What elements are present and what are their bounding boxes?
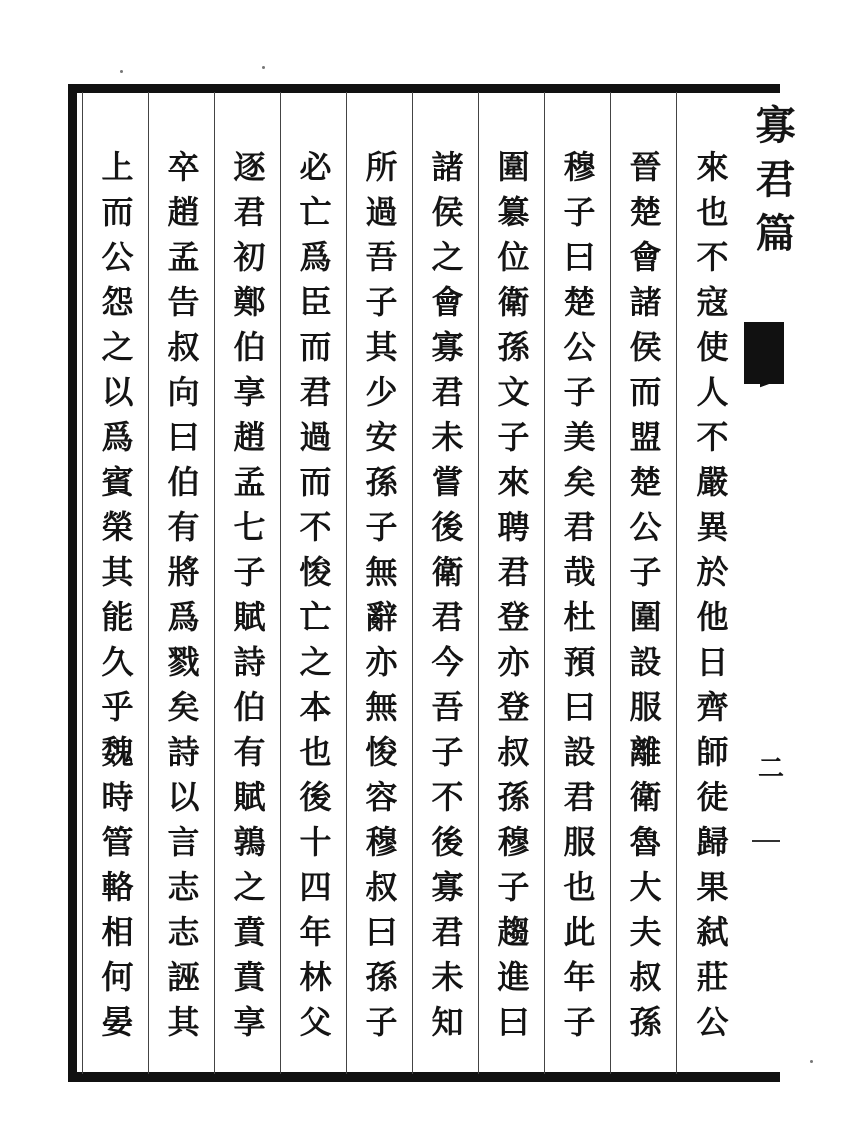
text-column-5 [412,92,478,1074]
paper-speck [262,66,265,69]
text-column-8 [214,92,280,1074]
column-text: 晉楚會諸侯而盟楚公子圍設服離衛魯大夫叔孫 [624,150,663,1050]
column-text: 上而公怨之以爲賓榮其能久乎魏時管輅相何晏 [96,150,135,1050]
paper-speck [120,70,123,73]
fish-tail-mark-edge [760,378,784,392]
page-number: 二 [758,754,785,784]
column-text: 圍簒位衛孫文子來聘君登亦登叔孫穆子趨進曰 [492,150,531,1050]
text-column-4 [478,92,544,1074]
column-text: 來也不寇使人不嚴異於他日齊師徒歸果弑莊公 [691,150,730,1050]
paper-speck [810,1060,813,1063]
column-text: 所過吾子其少安孫子無辭亦無悛容穆叔曰孫子 [360,150,399,1050]
text-column-10 [82,92,148,1074]
book-title: 寡君篇 [749,104,796,266]
text-column-7 [280,92,346,1074]
column-text: 逐君初鄭伯享趙孟七子賦詩伯有賦鶉之賁賁享 [228,150,267,1050]
text-column-2 [610,92,676,1074]
text-column-6 [346,92,412,1074]
text-column-1 [676,92,744,1074]
text-column-9 [148,92,214,1074]
column-text: 卒趙孟告叔向曰伯有將爲戮矣詩以言志志誣其 [162,150,201,1050]
title-column [744,92,796,332]
fish-tail-mark [744,322,784,384]
margin-rule [752,840,780,842]
text-column-3 [544,92,610,1074]
column-text: 必亡爲臣而君過而不悛亡之本也後十四年林父 [294,150,333,1050]
column-text: 諸侯之會寡君未嘗後衛君今吾子不後寡君未知 [426,150,465,1050]
column-text: 穆子曰楚公子美矣君哉杜預曰設君服也此年子 [558,150,597,1050]
